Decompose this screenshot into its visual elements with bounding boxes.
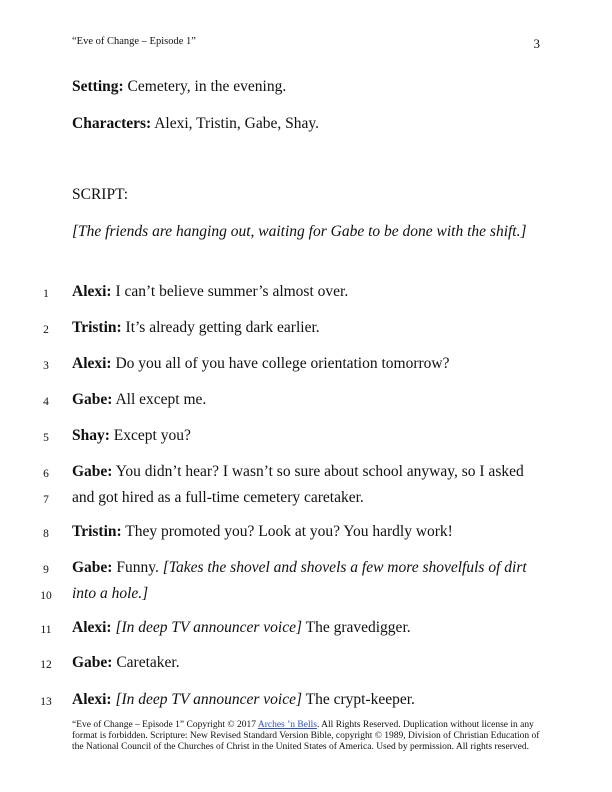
dialogue-line: [72, 351, 542, 377]
line-number: 10: [40, 590, 52, 602]
line-number: 7: [43, 494, 49, 506]
stage-direction: [Takes the shovel and shovels a few more shovelfuls of dirt into a hole.]: [72, 559, 527, 602]
line-number: 2: [43, 324, 49, 336]
line-number: 4: [43, 396, 49, 408]
opening-stage-direction: [The friends are hanging out, waiting for Gabe to be done with the shift.]: [72, 223, 527, 240]
dialogue-text: I can’t believe summer’s almost over.: [111, 283, 349, 300]
dialogue-line: [72, 687, 542, 713]
dialogue-text: The gravedigger.: [302, 619, 411, 636]
dialogue-line: [72, 615, 542, 641]
line-number: 5: [43, 432, 49, 444]
page-number: 3: [533, 36, 540, 51]
dialogue-text: All except me.: [112, 391, 207, 408]
dialogue-text: Do you all of you have college orientation tomorrow?: [111, 355, 450, 372]
dialogue-line: [72, 519, 542, 545]
setting-text: Cemetery, in the evening.: [123, 78, 287, 95]
speaker-name: Tristin:: [72, 523, 122, 540]
speaker-name: Shay:: [72, 427, 110, 444]
dialogue-line: [72, 315, 542, 341]
speaker-name: Gabe:: [72, 654, 113, 671]
line-number: 13: [40, 696, 52, 708]
publisher-link[interactable]: Arches ’n Bells: [257, 720, 317, 730]
speaker-name: Alexi:: [72, 691, 112, 708]
dialogue-text: It’s already getting dark earlier.: [121, 319, 320, 336]
copyright-footer: [72, 720, 542, 754]
line-number: 12: [40, 659, 52, 671]
line-number: 9: [43, 564, 49, 576]
footer-text: “Eve of Change – Episode 1” Copyright © 2017: [72, 720, 258, 730]
dialogue-text: Caretaker.: [112, 654, 180, 671]
dialogue-line: [72, 423, 542, 449]
line-number: 6: [43, 468, 49, 480]
setting-line: [72, 74, 542, 100]
speaker-name: Alexi:: [72, 619, 112, 636]
speaker-name: Tristin:: [72, 319, 122, 336]
line-number: 1: [43, 288, 49, 300]
speaker-name: Gabe:: [72, 559, 113, 576]
line-number: 11: [40, 624, 52, 636]
characters-line: [72, 111, 542, 137]
speaker-name: Gabe:: [72, 391, 113, 408]
running-header-title: “Eve of Change – Episode 1”: [72, 36, 196, 47]
script-heading: SCRIPT:: [72, 186, 129, 203]
dialogue-line: [72, 459, 542, 511]
dialogue-text: You didn’t hear? I wasn’t so sure about school anyway, so I asked and got hired as a full-time cemetery caretaker.: [72, 463, 524, 506]
dialogue-text: Funny.: [112, 559, 163, 576]
dialogue-text: The crypt-keeper.: [302, 691, 415, 708]
footer-text: . All Rights Reserved. Duplication without license in any format is forbidden. Scripture: New Revised Standard Version Bible, copyright © 1989, Division of Christian Education of the National Council of the Churches of Christ in the United States of America. Used by permission. All rights reserved.: [72, 720, 540, 753]
characters-text: Alexi, Tristin, Gabe, Shay.: [151, 115, 319, 132]
line-number: 3: [43, 360, 49, 372]
dialogue-text: Except you?: [109, 427, 191, 444]
characters-label: Characters:: [72, 115, 152, 132]
dialogue-line: [72, 650, 542, 676]
dialogue-text: They promoted you? Look at you? You hardly work!: [121, 523, 453, 540]
speaker-name: Alexi:: [72, 355, 112, 372]
line-number: 8: [43, 528, 49, 540]
speaker-name: Gabe:: [72, 463, 113, 480]
dialogue-line: [72, 387, 542, 413]
dialogue-line: [72, 555, 542, 607]
dialogue-line: [72, 279, 542, 305]
stage-direction: [In deep TV announcer voice]: [115, 619, 303, 636]
stage-direction: [In deep TV announcer voice]: [115, 691, 303, 708]
speaker-name: Alexi:: [72, 283, 112, 300]
setting-label: Setting:: [72, 78, 124, 95]
